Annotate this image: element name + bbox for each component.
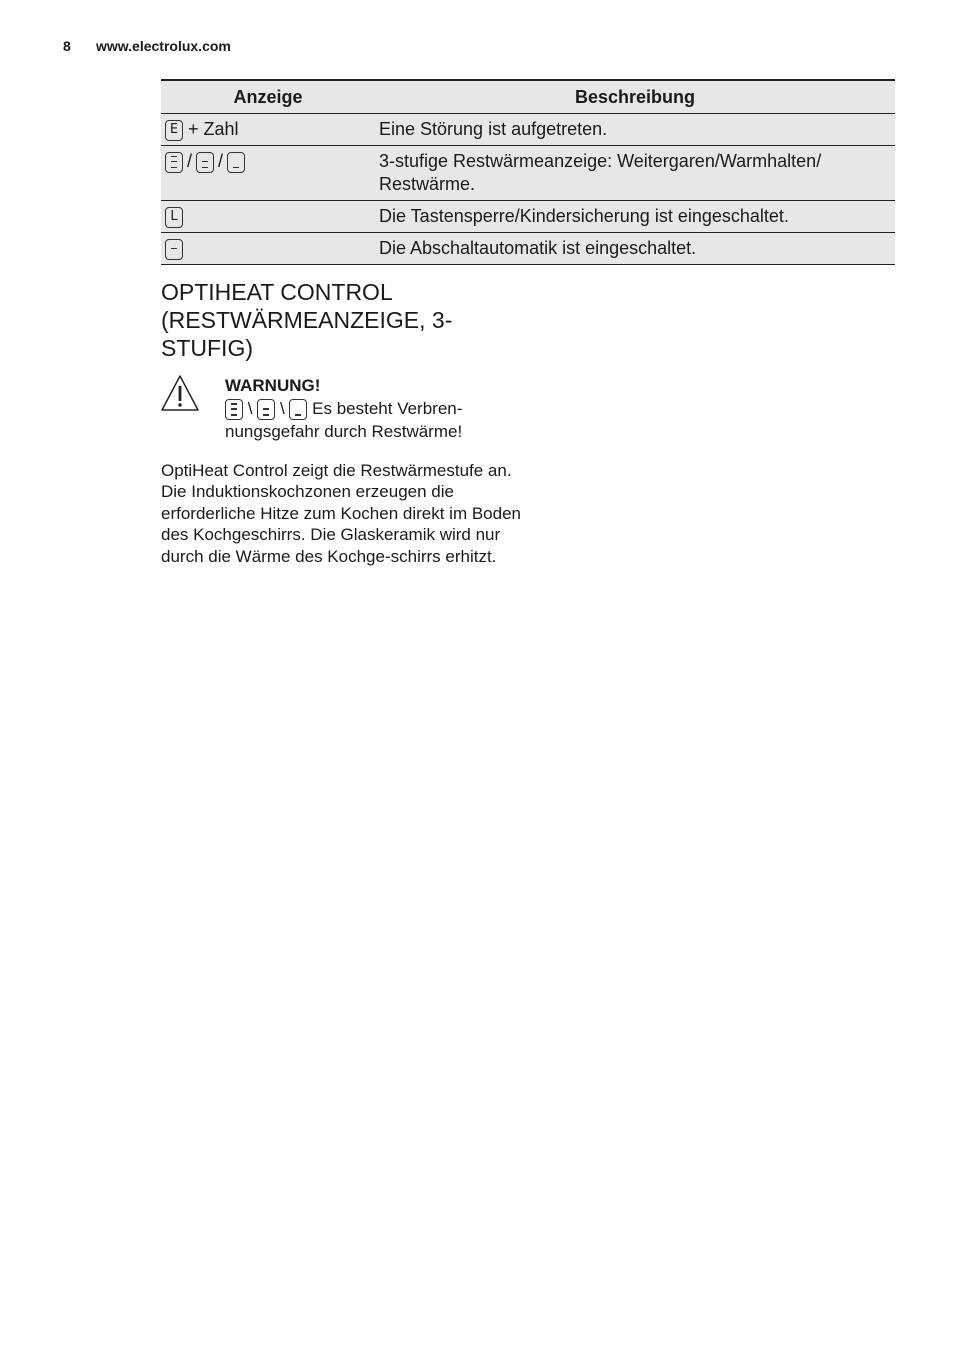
display-table (161, 79, 895, 265)
table-header-row (161, 80, 895, 114)
warning-title: WARNUNG! (225, 376, 321, 395)
display-cell (161, 201, 375, 233)
display-cell (161, 233, 375, 265)
page-number: 8 (63, 38, 71, 54)
table-row (161, 233, 895, 265)
table-row (161, 146, 895, 201)
heat-level-1-icon (289, 399, 307, 420)
site-url: www.electrolux.com (96, 38, 231, 54)
section-title: OPTIHEAT CONTROL (RESTWÄRMEANZEIGE, 3-STUFIG) (161, 279, 453, 361)
body-paragraph: OptiHeat Control zeigt die Restwärmestufe an. Die Induktionskochzonen erzeugen die erforderliche Hitze zum Kochen direkt im Boden des Kochgeschirrs. Die Glaskeramik wird nur durch die Wärme des Kochge-schirrs erhitzt. (161, 461, 521, 566)
display-suffix: + Zahl (188, 119, 239, 139)
page-header (63, 38, 231, 54)
heat-level-1-icon (227, 152, 245, 173)
key-lock-L-icon: L (165, 207, 183, 228)
display-cell (161, 114, 375, 146)
description-cell: Die Tastensperre/Kindersicherung ist eingeschaltet. (375, 201, 895, 233)
dash-icon (165, 239, 183, 260)
warning-text (225, 374, 525, 443)
display-E-icon: E (165, 120, 183, 141)
heat-level-3-icon (225, 399, 243, 420)
warning-body: \ \ Es besteht Verbren-nungsgefahr durch Restwärme! (225, 399, 463, 442)
heat-level-3-icon (165, 152, 183, 173)
heat-level-2-icon (196, 152, 214, 173)
table-row (161, 201, 895, 233)
table-row (161, 114, 895, 146)
warning-message: Es besteht Verbren-nungsgefahr durch Restwärme! (225, 399, 463, 442)
description-cell: Die Abschaltautomatik ist eingeschaltet. (375, 233, 895, 265)
description-cell: 3-stufige Restwärmeanzeige: Weitergaren/Warmhalten/ Restwärme. (375, 146, 895, 201)
col-header-display: Anzeige (161, 80, 375, 114)
description-cell: Eine Störung ist aufgetreten. (375, 114, 895, 146)
col-header-description: Beschreibung (375, 80, 895, 114)
warning-triangle-icon (160, 374, 200, 417)
display-cell: / / (161, 146, 375, 201)
heat-level-2-icon (257, 399, 275, 420)
